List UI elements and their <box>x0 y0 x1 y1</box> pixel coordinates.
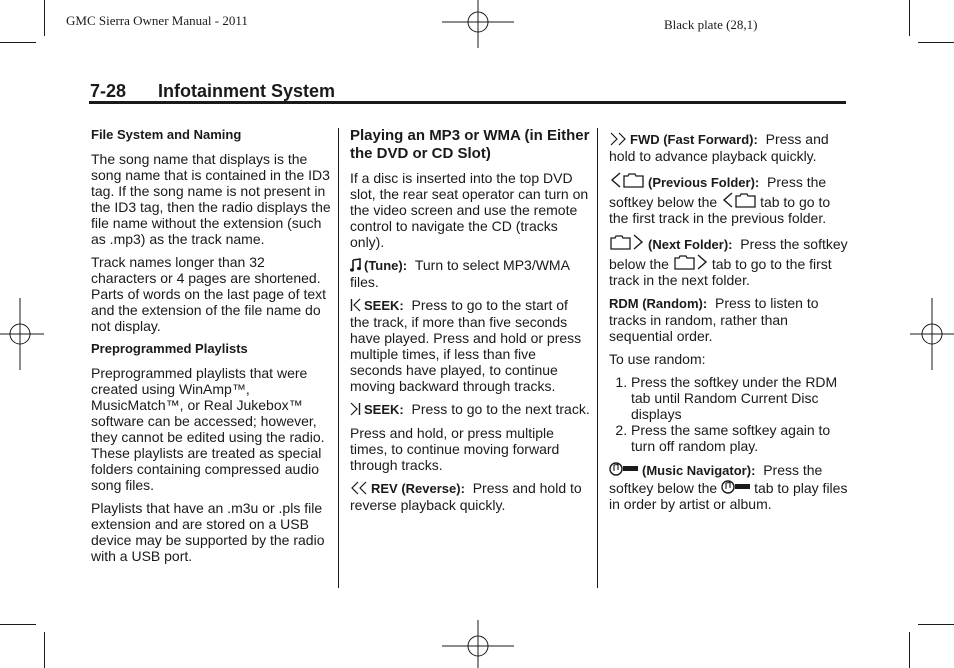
next-folder-label: (Next Folder): <box>648 237 733 252</box>
crop-mark <box>44 0 45 36</box>
tune-item <box>350 257 590 290</box>
fast-forward-text: Press and hold to advance playback quickly. <box>609 131 829 164</box>
crop-mark <box>44 632 45 668</box>
rewind-label: REV (Reverse): <box>371 481 465 496</box>
tune-label: (Tune): <box>364 258 408 273</box>
column-divider <box>597 128 598 588</box>
list-item: 1. Press the softkey under the RDM tab until Random Current Disc displays <box>631 374 849 422</box>
paragraph: Playlists that have an .m3u or .pls file extension and are stored on a USB device may be supported by the radio with a USB port. <box>91 500 325 564</box>
seek-forward-label: SEEK: <box>364 402 404 417</box>
previous-folder-text-a: Press the softkey below the <box>609 174 827 210</box>
crop-mark <box>918 624 954 625</box>
fast-forward-label: FWD (Fast Forward): <box>630 132 758 147</box>
seek-back-item <box>350 297 590 394</box>
paragraph: The song name that displays is the song name that is contained in the ID3 tag. If the song name is not present in the ID3 tag, then the radio displays the file name without the extension (such as .mp3) as the track name. <box>91 151 331 247</box>
crop-mark <box>909 0 910 36</box>
rewind-icon <box>350 481 368 495</box>
heading-file-system: File System and Naming <box>91 127 242 142</box>
next-folder-item <box>609 233 849 288</box>
column-divider <box>338 128 339 588</box>
previous-folder-icon <box>721 191 757 209</box>
previous-folder-icon <box>609 171 645 189</box>
previous-folder-label: (Previous Folder): <box>648 175 760 190</box>
paragraph: To use random: <box>609 351 706 367</box>
crop-mark <box>909 632 910 668</box>
seek-back-icon <box>350 298 361 312</box>
crop-mark <box>0 624 36 625</box>
heading-playlists: Preprogrammed Playlists <box>91 341 248 356</box>
previous-folder-text-b: tab to go to the first track in the previous folder. <box>609 194 831 226</box>
paragraph: Preprogrammed playlists that were created using WinAmp™, MusicMatch™, or Real Jukebox™ software can be accessed; however, they cannot be edited using the radio. These playlists are treated as special folders containing compressed audio song files. <box>91 365 325 493</box>
music-navigator-label: (Music Navigator): <box>642 463 756 478</box>
seek-forward-item <box>350 401 590 418</box>
seek-back-label: SEEK: <box>364 298 404 313</box>
registration-mark-left <box>0 298 44 370</box>
crop-mark <box>0 42 36 43</box>
header-rule <box>89 101 846 104</box>
paragraph: Press and hold, or press multiple times, to continue moving forward through tracks. <box>350 425 560 473</box>
tune-text: Turn to select MP3/WMA files. <box>350 257 570 290</box>
page-number: 7-28 <box>90 81 127 101</box>
random-steps-list <box>609 374 849 454</box>
section-title: Infotainment System <box>158 81 336 101</box>
column-2 <box>350 127 590 520</box>
registration-mark-right <box>910 298 954 370</box>
random-text: Press to listen to tracks in random, rather than sequential order. <box>609 295 819 344</box>
paragraph: Track names longer than 32 characters or 4 pages are shortened. Parts of words on the last page of text and the extension of the file name do not display. <box>91 254 327 334</box>
seek-forward-icon <box>350 402 361 416</box>
music-navigator-text-b: tab to play files in order by artist or album. <box>609 480 848 512</box>
seek-forward-text: Press to go to the next track. <box>411 401 590 417</box>
next-folder-text-a: Press the softkey below the <box>609 236 848 272</box>
plate-label: Black plate (28,1) <box>664 17 758 32</box>
crop-mark <box>918 42 954 43</box>
registration-mark-bottom <box>442 620 514 668</box>
music-navigator-text-a: Press the softkey below the <box>609 462 823 496</box>
next-folder-icon <box>609 233 645 251</box>
music-navigator-icon <box>721 479 751 495</box>
column-3 <box>609 131 849 519</box>
list-item: 2. Press the same softkey again to turn off random play. <box>631 422 849 454</box>
random-item <box>609 295 849 344</box>
fast-forward-item <box>609 131 849 164</box>
seek-back-text: Press to go to the start of the track, if more than five seconds have played. Press and hold or press multiple times, if less than five seconds have played, to continue moving backward through tracks. <box>350 297 582 394</box>
heading-playing-mp3: Playing an MP3 or WMA (in Either the DVD or CD Slot) <box>350 127 590 162</box>
paragraph: If a disc is inserted into the top DVD slot, the rear seat operator can turn on the video screen and use the remote control to navigate the CD (tracks only). <box>350 170 589 250</box>
column-1 <box>91 127 331 571</box>
manual-title: GMC Sierra Owner Manual - 2011 <box>66 13 248 28</box>
music-navigator-icon <box>609 461 639 477</box>
random-label: RDM (Random): <box>609 296 708 311</box>
previous-folder-item <box>609 171 849 226</box>
next-folder-text-b: tab to go to the first track in the next folder. <box>609 256 832 288</box>
rewind-text: Press and hold to reverse playback quickly. <box>350 480 582 513</box>
note-icon <box>350 258 361 272</box>
fast-forward-icon <box>609 132 627 146</box>
rewind-item <box>350 480 590 513</box>
registration-mark-top <box>442 0 514 48</box>
music-navigator-item <box>609 461 849 512</box>
next-folder-icon <box>673 253 709 271</box>
